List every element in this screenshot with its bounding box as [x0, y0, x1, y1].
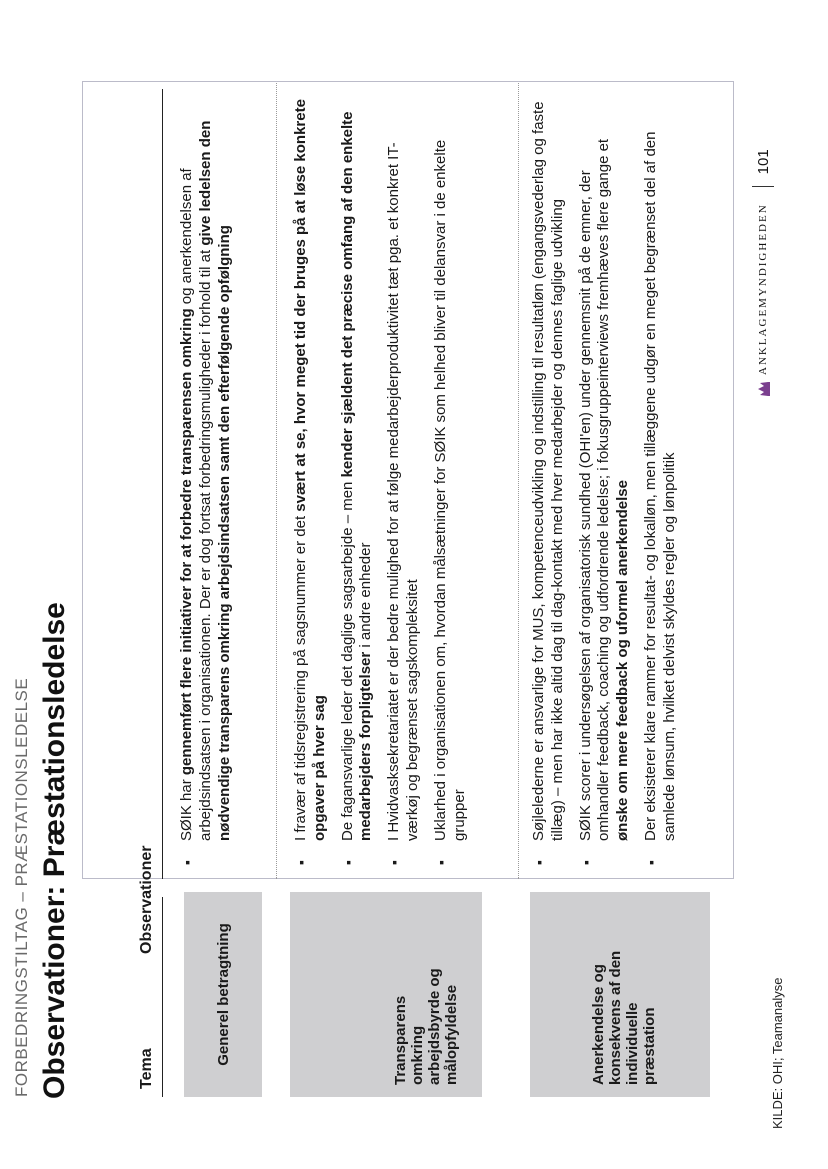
observation-text: De fagansvarlige leder det daglige sagsarbejde – men — [338, 477, 356, 841]
tema-line: individuelle — [624, 1002, 641, 1085]
tema-line: Transparens — [392, 995, 409, 1085]
observation-text: Der eksisterer klare rammer for resultat- og lokalløn, men tillæggene udgør en meget begrænset del af den samlede lønsum, hvilket delvist skyldes regler og lønpolitik — [641, 131, 678, 841]
tema-line: omkring — [409, 1025, 426, 1085]
brand-name: ANKLAGEMYNDIGHEDEN — [757, 203, 769, 375]
observation-emphasis: kender sjældent det præcise omfang af den enkelte medarbejders forpligtelser — [338, 111, 375, 841]
header-rule — [162, 897, 163, 1097]
observation-emphasis: ønske om mere feedback og uformel anerkendelse — [614, 480, 632, 841]
observation-item — [642, 99, 680, 869]
section-divider — [518, 83, 519, 879]
observation-text: I Hvidvasksekretariatet er der bedre mulighed for at følge medarbejderproduktivitet tæt pga. et konkret IT-værkøj og begrænset sagskompleksitet — [385, 142, 421, 841]
observation-text: i andre enheder — [357, 542, 375, 652]
observation-text: Uklarhed i organisationen om, hvordan målsætninger for SØIK som helhed bliver til delansvar i de enkelte grupper — [431, 139, 468, 841]
tema-anerkendelse — [530, 892, 710, 1097]
observation-item — [577, 99, 633, 869]
observation-item — [385, 99, 423, 869]
observation-item — [292, 99, 330, 869]
page-title: Observationer: Præstationsledelse — [38, 602, 71, 1099]
page-number: 101 — [754, 149, 772, 175]
observation-item — [432, 99, 470, 869]
supertitle: FORBEDRINGSTILTAG – PRÆSTATIONSLEDELSE — [12, 677, 31, 1097]
observation-item — [178, 99, 234, 869]
observation-emphasis: give ledelsen den nødvendige transparens omkring arbejdsindsatsen samt den efterfølgende opfølgning — [196, 120, 233, 841]
tema-line: Anerkendelse og — [590, 964, 607, 1085]
source-note: KILDE: OHI; Teamanalyse — [770, 977, 785, 1129]
observations-section-2 — [292, 99, 478, 869]
tema-line: målopfyldelse — [443, 984, 460, 1085]
observation-text: Søjlelederne er ansvarlige for MUS, kompetenceudvikling og indstilling til resultatløn (engangsvederlag og faste tillæg) – men har ikke altid dag til dag-kontakt med hver medarbejder og dennes faglige udvikling — [530, 101, 566, 841]
footer-brand — [752, 149, 774, 397]
observation-text: SØIK scorer i undersøgelsen af organisatorisk sundhed (OHI'en) under gennemsnit på de emner, der omhandler feedback, coaching og udfordrende ledelse; i fokusgruppeinterviews fremhæves flere gange et — [576, 138, 613, 841]
header-rule — [162, 89, 163, 879]
crown-icon — [756, 381, 770, 397]
observations-section-1 — [178, 99, 243, 869]
section-divider — [276, 83, 277, 879]
observations-section-3 — [530, 99, 689, 869]
footer-separator — [752, 186, 774, 187]
tema-transparens — [290, 892, 482, 1097]
observation-item — [339, 99, 377, 869]
tema-line: Generel betragtning — [214, 923, 232, 1066]
tema-line: konsekvens af den — [607, 950, 624, 1085]
observation-text: SØIK har — [178, 775, 195, 841]
observation-item — [530, 99, 568, 869]
tema-generel-betragtning — [184, 892, 262, 1097]
column-header-tema: Tema — [138, 1048, 155, 1089]
observation-text: I fravær af tidsregistrering på sagsnummer er det — [292, 511, 309, 841]
observation-emphasis: gennemført flere initiativer for at forbedre transparensen omkring — [178, 308, 195, 776]
observation-text: og anerkendelsen af arbejdsindsatsen i organisationen. Der er dog fortsat forbedringsmuligheder i forhold til at — [178, 168, 214, 841]
column-header-observationer: Observationer — [138, 845, 155, 954]
tema-line: præstation — [641, 1007, 658, 1085]
observation-emphasis: svært at se, hvor meget tid der bruges på at løse konkrete opgaver på hver sag — [292, 99, 328, 841]
tema-line: arbejdsbyrde og — [426, 968, 443, 1085]
